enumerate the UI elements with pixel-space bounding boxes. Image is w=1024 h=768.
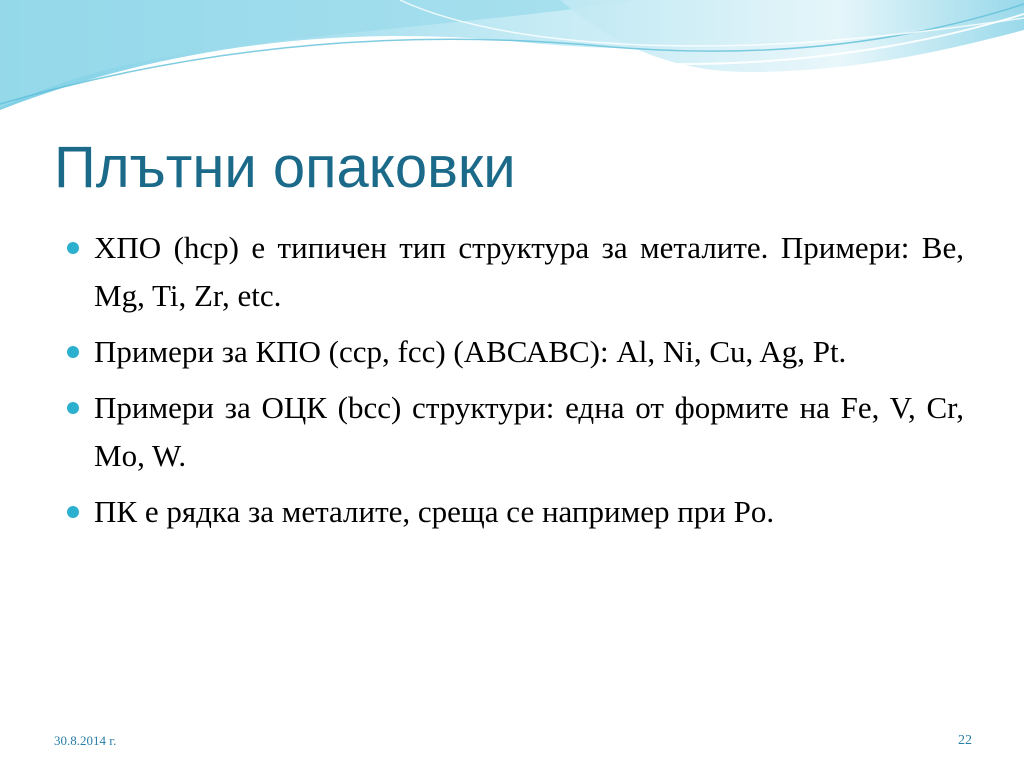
bullet-item [64, 328, 964, 376]
slide-title: Плътни опаковки [54, 135, 516, 200]
bullet-text: ХПО (hcp) е типичен тип структура за металите. Примери: Be, Mg, Ti, Zr, etc. [94, 230, 964, 313]
header-wave-decoration [0, 0, 1024, 130]
bullet-item [64, 488, 964, 536]
slide-number: 22 [958, 733, 972, 748]
bullet-item [64, 224, 964, 320]
bullet-marker-icon [67, 402, 79, 414]
bullet-text: Примери за ОЦК (bcc) структури: една от формите на Fe, V, Cr, Mo, W. [94, 390, 964, 473]
bullet-item [64, 384, 964, 480]
bullet-marker-icon [67, 346, 79, 358]
footer-date: 30.8.2014 г. [54, 733, 117, 748]
bullet-text: Примери за КПО (ccp, fcc) (АВСАВС): Al, Ni, Cu, Ag, Pt. [94, 334, 847, 369]
bullet-marker-icon [67, 242, 79, 254]
bullet-marker-icon [67, 506, 79, 518]
bullet-text: ПК е рядка за металите, среща се например при Po. [94, 494, 775, 529]
bullet-list [64, 224, 964, 544]
